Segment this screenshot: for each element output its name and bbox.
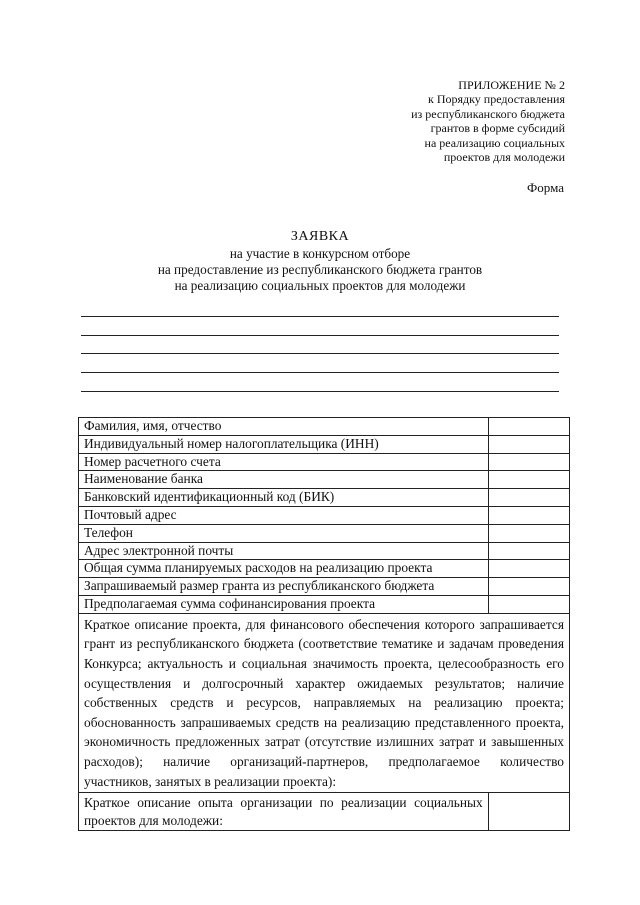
blank-fill-line[interactable] bbox=[81, 298, 559, 317]
row-label: Наименование банка bbox=[79, 471, 489, 489]
table-row bbox=[79, 453, 570, 471]
blank-fill-line[interactable] bbox=[81, 373, 559, 392]
table-row-project-description bbox=[79, 613, 570, 792]
row-label: Индивидуальный номер налогоплательщика (ИНН) bbox=[79, 435, 489, 453]
project-description-cell[interactable]: Краткое описание проекта, для финансового обеспечения которого запрашивается грант из республиканского бюджета (соответствие тематике и задачам проведения Конкурса; актуальность и социальная значимость проекта, целесообразность его осуществления и долгосрочный характер ожидаемых результатов; наличие собственных средств и ресурсов, направляемых на реализацию проекта; обоснованность запрашиваемых средств на реализацию представленного проекта, экономичность предложенных затрат (отсутствие излишних затрат и завышенных расходов); наличие организаций-партнеров, предполагаемое количество участников, занятых в реализации проекта): bbox=[79, 613, 570, 792]
table-row bbox=[79, 418, 570, 436]
row-value-cell[interactable] bbox=[488, 471, 569, 489]
row-value-cell[interactable] bbox=[488, 418, 569, 436]
table-row bbox=[79, 489, 570, 507]
document-subtitle-line: на предоставление из республиканского бюджета грантов bbox=[157, 262, 483, 277]
document-subtitle-line: на реализацию социальных проектов для молодежи bbox=[174, 278, 466, 293]
table-row bbox=[79, 542, 570, 560]
row-label: Фамилия, имя, отчество bbox=[79, 418, 489, 436]
row-label: Адрес электронной почты bbox=[79, 542, 489, 560]
appendix-block bbox=[305, 78, 565, 164]
appendix-line: к Порядку предоставления bbox=[427, 92, 565, 107]
row-value-cell[interactable] bbox=[488, 542, 569, 560]
row-value-cell[interactable] bbox=[488, 793, 569, 831]
table-row bbox=[79, 524, 570, 542]
experience-description-label: Краткое описание опыта организации по реализации социальных проектов для молодежи: bbox=[79, 793, 489, 831]
row-value-cell[interactable] bbox=[488, 524, 569, 542]
appendix-line: из республиканского бюджета bbox=[411, 106, 565, 121]
row-label: Предполагаемая сумма софинансирования проекта bbox=[79, 595, 489, 613]
blank-fill-lines bbox=[81, 298, 559, 392]
row-label: Почтовый адрес bbox=[79, 506, 489, 524]
row-label: Общая сумма планируемых расходов на реализацию проекта bbox=[79, 560, 489, 578]
row-label: Банковский идентификационный код (БИК) bbox=[79, 489, 489, 507]
blank-fill-line[interactable] bbox=[81, 354, 559, 373]
row-value-cell[interactable] bbox=[488, 578, 569, 596]
table-row-experience bbox=[79, 793, 570, 831]
row-value-cell[interactable] bbox=[488, 595, 569, 613]
document-subtitle-line: на участие в конкурсном отборе bbox=[229, 246, 411, 261]
application-table bbox=[78, 417, 570, 831]
blank-fill-line[interactable] bbox=[81, 317, 559, 336]
table-row bbox=[79, 578, 570, 596]
row-value-cell[interactable] bbox=[488, 560, 569, 578]
row-value-cell[interactable] bbox=[488, 506, 569, 524]
table-row bbox=[79, 595, 570, 613]
form-label: Форма bbox=[527, 180, 564, 195]
table-row bbox=[79, 435, 570, 453]
appendix-line: на реализацию социальных bbox=[424, 135, 565, 150]
row-value-cell[interactable] bbox=[488, 435, 569, 453]
appendix-line: ПРИЛОЖЕНИЕ № 2 bbox=[458, 78, 565, 92]
row-value-cell[interactable] bbox=[488, 489, 569, 507]
document-heading bbox=[0, 228, 640, 294]
table-row bbox=[79, 471, 570, 489]
row-label: Номер расчетного счета bbox=[79, 453, 489, 471]
table-row bbox=[79, 560, 570, 578]
table-row bbox=[79, 506, 570, 524]
row-value-cell[interactable] bbox=[488, 453, 569, 471]
document-title: ЗАЯВКА bbox=[290, 229, 350, 244]
row-label: Запрашиваемый размер гранта из республиканского бюджета bbox=[79, 578, 489, 596]
appendix-line: грантов в форме субсидий bbox=[430, 121, 565, 136]
blank-fill-line[interactable] bbox=[81, 336, 559, 355]
appendix-line: проектов для молодежи bbox=[443, 150, 565, 165]
row-label: Телефон bbox=[79, 524, 489, 542]
